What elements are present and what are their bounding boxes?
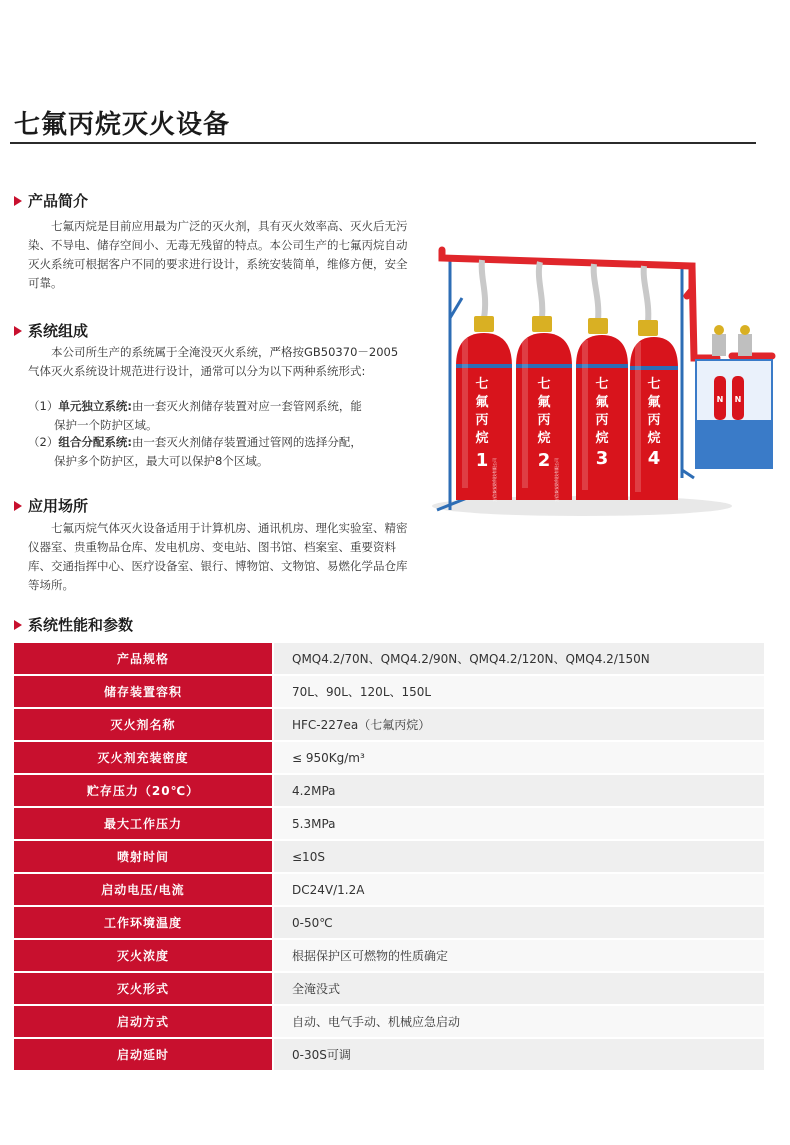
table-row (14, 940, 764, 971)
cylinder-plate: 万信泰安防科技有限公司 (492, 458, 497, 502)
spec-value: HFC-227ea（七氟丙烷） (274, 709, 764, 740)
table-row (14, 907, 764, 938)
list-item-number: （2） (28, 435, 59, 449)
cylinder-label-char: 七 (647, 377, 661, 392)
cylinder-label-char: 七 (475, 377, 489, 392)
valve-heads (474, 316, 658, 336)
cylinder-number: 3 (595, 448, 609, 469)
table-row (14, 1039, 764, 1070)
section-heading-specs (14, 614, 133, 635)
spec-value: 70L、90L、120L、150L (274, 676, 764, 707)
small-cylinder-label: N (734, 395, 742, 404)
table-row (14, 808, 764, 839)
spec-value: 根据保护区可燃物的性质确定 (274, 940, 764, 971)
cylinder-label-char: 烷 (537, 431, 551, 446)
spec-value: ≤ 950Kg/m³ (274, 742, 764, 773)
cylinder-plate: 万信泰安防科技有限公司 (554, 458, 559, 502)
page-title: 七氟丙烷灭火设备 (14, 110, 231, 140)
cylinder-label-char: 烷 (595, 431, 609, 446)
section-heading-intro (14, 190, 88, 211)
table-row (14, 709, 764, 740)
spec-value: 自动、电气手动、机械应急启动 (274, 1006, 764, 1037)
spec-key: 灭火形式 (14, 973, 272, 1004)
spec-value: QMQ4.2/70N、QMQ4.2/90N、QMQ4.2/120N、QMQ4.2/150N (274, 643, 764, 674)
triangle-bullet-icon (14, 326, 22, 336)
cylinder-number: 4 (647, 448, 661, 469)
table-row (14, 775, 764, 806)
triangle-bullet-icon (14, 620, 22, 630)
list-item-lead: 单元独立系统: (58, 399, 132, 413)
spec-key: 灭火剂充装密度 (14, 742, 272, 773)
intro-paragraph: 七氟丙烷是目前应用最为广泛的灭火剂，具有灭火效率高、灭火后无污染、不导电、储存空间小、无毒无残留的特点。本公司生产的七氟丙烷自动灭火系统可根据客户不同的要求进行设计，系统安装简单，维修方便，安全可靠。 (28, 219, 408, 290)
application-paragraph: 七氟丙烷气体灭火设备适用于计算机房、通讯机房、理化实验室、精密仪器室、贵重物品仓库、发电机房、变电站、图书馆、档案室、重要资料库、交通指挥中心、医疗设备室、银行、博物馆、文物馆、易燃化学品仓库等场所。 (28, 521, 408, 592)
triangle-bullet-icon (14, 501, 22, 511)
spec-value: 4.2MPa (274, 775, 764, 806)
table-row (14, 874, 764, 905)
list-item-text: 由一套灭火剂储存装置通过管网的选择分配， (131, 435, 362, 449)
spec-key: 喷射时间 (14, 841, 272, 872)
specs-heading-text: 系统性能和参数 (28, 616, 134, 634)
table-row (14, 643, 764, 674)
cylinder-label-char: 烷 (647, 431, 661, 446)
section-heading-application (14, 495, 88, 516)
product-image (432, 238, 777, 528)
cylinder-label-char: 丙 (595, 413, 609, 428)
spec-value: 5.3MPa (274, 808, 764, 839)
nitrogen-cabinet (696, 360, 772, 468)
spec-key: 灭火浓度 (14, 940, 272, 971)
list-item (28, 433, 398, 471)
selector-valve (712, 325, 752, 356)
spec-value: ≤10S (274, 841, 764, 872)
intro-heading-text: 产品简介 (28, 192, 89, 210)
table-row (14, 676, 764, 707)
spec-key: 最大工作压力 (14, 808, 272, 839)
cylinder-label-char: 氟 (595, 395, 609, 410)
spec-key: 产品规格 (14, 643, 272, 674)
cylinder-label-char: 丙 (475, 413, 489, 428)
list-item-continuation: 保护一个防护区域。 (54, 418, 158, 432)
small-cylinder-label: N (716, 395, 724, 404)
list-item-text: 由一套灭火剂储存装置对应一套管网系统，能 (131, 399, 362, 413)
cylinder-label-char: 氟 (475, 395, 489, 410)
table-row (14, 1006, 764, 1037)
application-heading-text: 应用场所 (28, 497, 89, 515)
list-item (28, 397, 398, 435)
spec-key: 灭火剂名称 (14, 709, 272, 740)
cylinder-number: 1 (475, 450, 489, 471)
cylinder-label-char: 七 (595, 377, 609, 392)
list-item-lead: 组合分配系统: (58, 435, 132, 449)
spec-key: 启动电压/电流 (14, 874, 272, 905)
spec-key: 贮存压力（20℃） (14, 775, 272, 806)
list-item-continuation: 保护多个防护区，最大可以保护8个区域。 (54, 454, 269, 468)
spec-key: 启动延时 (14, 1039, 272, 1070)
cylinder-number: 2 (537, 450, 551, 471)
cylinder-label-char: 七 (537, 377, 551, 392)
spec-value: DC24V/1.2A (274, 874, 764, 905)
list-item-number: （1） (28, 399, 59, 413)
table-row (14, 973, 764, 1004)
flex-hoses (482, 260, 649, 322)
composition-heading-text: 系统组成 (28, 322, 89, 340)
composition-paragraph: 本公司所生产的系统属于全淹没灭火系统，严格按GB50370－2005气体灭火系统设计规范进行设计，通常可以分为以下两种系统形式: (28, 345, 399, 378)
specs-table (14, 643, 764, 1072)
spec-value: 0-50℃ (274, 907, 764, 938)
section-heading-composition (14, 320, 88, 341)
triangle-bullet-icon (14, 196, 22, 206)
table-row (14, 742, 764, 773)
spec-key: 储存装置容积 (14, 676, 272, 707)
cylinder-label-char: 丙 (537, 413, 551, 428)
title-rule (10, 142, 756, 144)
table-row (14, 841, 764, 872)
cylinder-label-char: 氟 (537, 395, 551, 410)
spec-value: 全淹没式 (274, 973, 764, 1004)
cylinder-label-char: 氟 (647, 395, 661, 410)
cylinder-label-char: 丙 (647, 413, 661, 428)
spec-key: 工作环境温度 (14, 907, 272, 938)
cylinder-label-char: 烷 (475, 431, 489, 446)
spec-key: 启动方式 (14, 1006, 272, 1037)
spec-value: 0-30S可调 (274, 1039, 764, 1070)
